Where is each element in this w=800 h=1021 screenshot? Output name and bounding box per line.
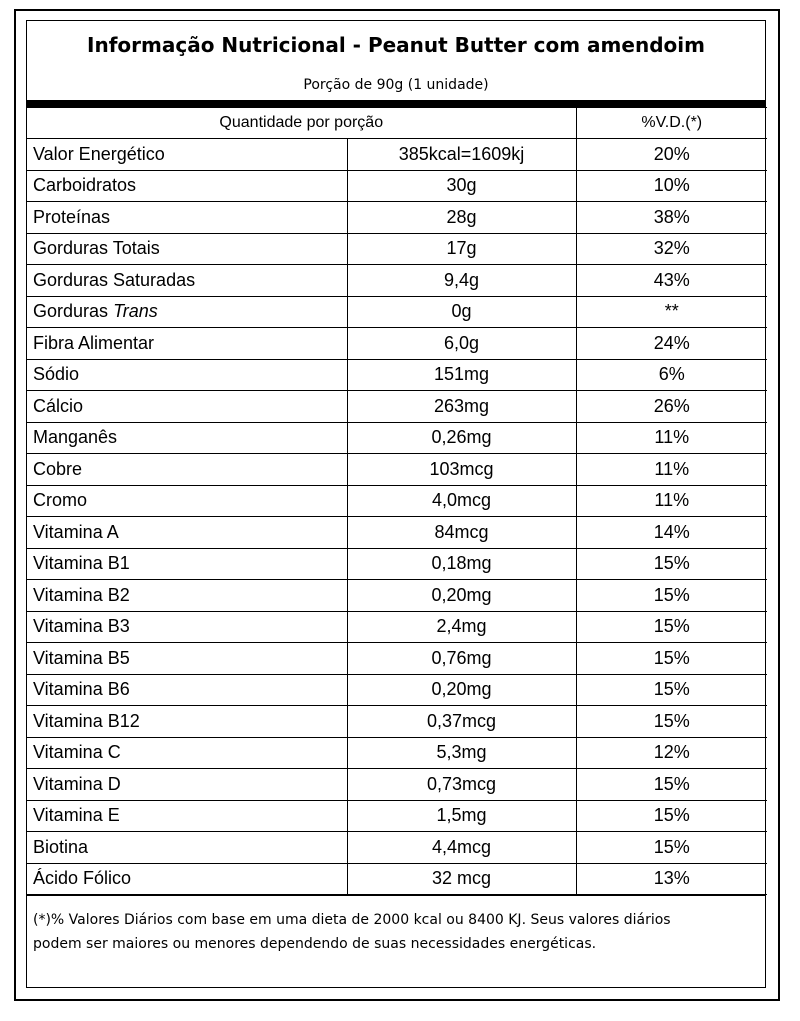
nutrient-daily-value: 15% <box>576 769 767 801</box>
nutrient-name: Carboidratos <box>27 170 347 202</box>
nutrient-daily-value: 38% <box>576 202 767 234</box>
nutrient-daily-value: 11% <box>576 485 767 517</box>
nutrient-amount: 0,37mcg <box>347 706 576 738</box>
nutrient-amount: 0,20mg <box>347 580 576 612</box>
nutrient-daily-value: 11% <box>576 422 767 454</box>
nutrient-amount: 28g <box>347 202 576 234</box>
nutrient-amount: 0,20mg <box>347 674 576 706</box>
nutrient-amount: 0g <box>347 296 576 328</box>
nutrient-daily-value: 32% <box>576 233 767 265</box>
table-row <box>27 769 767 801</box>
nutrient-amount: 0,73mcg <box>347 769 576 801</box>
nutrient-daily-value: 24% <box>576 328 767 360</box>
nutrient-amount: 30g <box>347 170 576 202</box>
nutrient-daily-value: 15% <box>576 832 767 864</box>
nutrient-daily-value: ** <box>576 296 767 328</box>
nutrient-name: Vitamina D <box>27 769 347 801</box>
nutrient-amount: 5,3mg <box>347 737 576 769</box>
nutrient-daily-value: 15% <box>576 548 767 580</box>
table-row <box>27 580 767 612</box>
nutrient-name: Vitamina B12 <box>27 706 347 738</box>
nutrient-name: Vitamina E <box>27 800 347 832</box>
nutrient-amount: 1,5mg <box>347 800 576 832</box>
nutrient-daily-value: 15% <box>576 706 767 738</box>
table-row <box>27 485 767 517</box>
footnote-line-1: (*)% Valores Diários com base em uma dieta de 2000 kcal ou 8400 KJ. Seus valores diários <box>33 912 671 928</box>
footnote-line-2: podem ser maiores ou menores dependendo de suas necessidades energéticas. <box>33 936 597 952</box>
nutrient-amount: 6,0g <box>347 328 576 360</box>
table-header-row <box>27 108 767 139</box>
nutrient-daily-value: 15% <box>576 580 767 612</box>
nutrient-daily-value: 14% <box>576 517 767 549</box>
nutrient-daily-value: 15% <box>576 674 767 706</box>
portion-size: Porção de 90g (1 unidade) <box>303 77 489 93</box>
nutrient-daily-value: 26% <box>576 391 767 423</box>
nutrient-daily-value: 15% <box>576 800 767 832</box>
nutrition-label-frame <box>14 9 780 1001</box>
nutrient-daily-value: 12% <box>576 737 767 769</box>
nutrient-amount: 385kcal=1609kj <box>347 139 576 171</box>
nutrient-amount: 0,76mg <box>347 643 576 675</box>
label-title: Informação Nutricional - Peanut Butter com amendoim <box>87 33 705 57</box>
nutrient-name: Proteínas <box>27 202 347 234</box>
nutrient-amount: 9,4g <box>347 265 576 297</box>
nutrient-name: Cromo <box>27 485 347 517</box>
nutrient-name: Biotina <box>27 832 347 864</box>
header-quantity: Quantidade por porção <box>27 108 576 139</box>
header-daily-value: %V.D.(*) <box>576 108 767 139</box>
footnote <box>27 895 765 956</box>
nutrient-daily-value: 15% <box>576 643 767 675</box>
nutrient-amount: 4,4mcg <box>347 832 576 864</box>
nutrient-name: Gorduras Totais <box>27 233 347 265</box>
table-row <box>27 296 767 328</box>
table-row <box>27 548 767 580</box>
nutrient-name: Vitamina B5 <box>27 643 347 675</box>
nutrient-name: Sódio <box>27 359 347 391</box>
nutrient-amount: 4,0mcg <box>347 485 576 517</box>
nutrient-name: Gorduras Saturadas <box>27 265 347 297</box>
nutrient-name: Gorduras Trans <box>27 296 347 328</box>
nutrition-table <box>27 107 767 895</box>
nutrient-amount: 2,4mg <box>347 611 576 643</box>
table-row <box>27 265 767 297</box>
nutrient-daily-value: 20% <box>576 139 767 171</box>
table-row <box>27 391 767 423</box>
nutrient-daily-value: 10% <box>576 170 767 202</box>
table-row <box>27 454 767 486</box>
nutrient-amount: 0,18mg <box>347 548 576 580</box>
nutrient-amount: 151mg <box>347 359 576 391</box>
table-row <box>27 233 767 265</box>
nutrient-daily-value: 6% <box>576 359 767 391</box>
table-row <box>27 328 767 360</box>
nutrient-amount: 84mcg <box>347 517 576 549</box>
nutrient-name: Cálcio <box>27 391 347 423</box>
nutrient-daily-value: 43% <box>576 265 767 297</box>
nutrient-name: Vitamina A <box>27 517 347 549</box>
table-row <box>27 359 767 391</box>
table-row <box>27 611 767 643</box>
nutrient-daily-value: 15% <box>576 611 767 643</box>
table-row <box>27 674 767 706</box>
table-row <box>27 706 767 738</box>
table-row <box>27 422 767 454</box>
table-row <box>27 737 767 769</box>
nutrient-name: Fibra Alimentar <box>27 328 347 360</box>
table-row <box>27 517 767 549</box>
nutrient-daily-value: 11% <box>576 454 767 486</box>
nutrient-name: Vitamina B3 <box>27 611 347 643</box>
nutrient-name: Manganês <box>27 422 347 454</box>
nutrient-name: Valor Energético <box>27 139 347 171</box>
nutrient-amount: 103mcg <box>347 454 576 486</box>
nutrient-name: Vitamina B2 <box>27 580 347 612</box>
nutrient-name: Ácido Fólico <box>27 863 347 895</box>
nutrient-amount: 263mg <box>347 391 576 423</box>
table-row <box>27 643 767 675</box>
header-divider <box>27 100 765 107</box>
table-row <box>27 863 767 895</box>
nutrient-amount: 0,26mg <box>347 422 576 454</box>
table-row <box>27 170 767 202</box>
nutrient-name: Vitamina B6 <box>27 674 347 706</box>
table-row <box>27 139 767 171</box>
table-row <box>27 800 767 832</box>
nutrient-name: Cobre <box>27 454 347 486</box>
nutrient-amount: 17g <box>347 233 576 265</box>
nutrient-name: Vitamina C <box>27 737 347 769</box>
nutrient-name: Vitamina B1 <box>27 548 347 580</box>
nutrient-daily-value: 13% <box>576 863 767 895</box>
nutrition-label <box>26 20 766 988</box>
table-row <box>27 202 767 234</box>
table-row <box>27 832 767 864</box>
nutrient-amount: 32 mcg <box>347 863 576 895</box>
